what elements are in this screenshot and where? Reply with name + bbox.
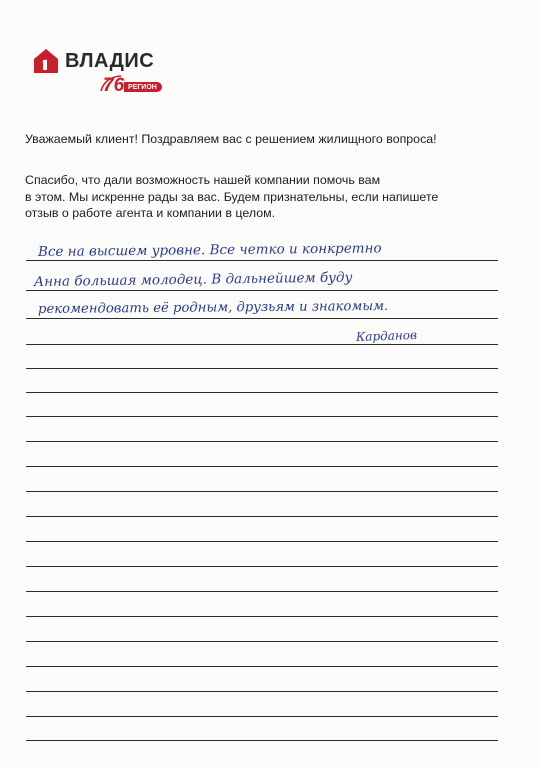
handwritten-line: Анна большая молодец. В дальнейшем буду bbox=[33, 269, 353, 290]
logo-region-label: РЕГИОН bbox=[124, 82, 162, 92]
ruled-line bbox=[26, 666, 498, 667]
ruled-line bbox=[26, 616, 498, 617]
ruled-line bbox=[26, 466, 498, 467]
ruled-line bbox=[26, 740, 498, 741]
ruled-line bbox=[26, 318, 498, 319]
ruled-line bbox=[26, 541, 498, 542]
ruled-line bbox=[26, 641, 498, 642]
ruled-line bbox=[26, 392, 498, 393]
ruled-line bbox=[26, 416, 498, 417]
logo-region-number: 76 bbox=[103, 75, 125, 96]
ruled-line bbox=[26, 290, 498, 291]
handwritten-line: Все на высшем уровне. Все четко и конкретно bbox=[37, 240, 382, 260]
ruled-line bbox=[26, 591, 498, 592]
intro-line: Спасибо, что дали возможность нашей компании помочь вам bbox=[25, 173, 381, 187]
intro-line: отзыв о работе агента и компании в целом. bbox=[25, 206, 276, 220]
logo-brand-name: ВЛАДИС bbox=[65, 50, 155, 72]
ruled-line bbox=[26, 368, 498, 369]
ruled-line bbox=[26, 516, 498, 517]
greeting-text: Уважаемый клиент! Поздравляем вас с решением жилищного вопроса! bbox=[25, 132, 437, 146]
ruled-line bbox=[26, 441, 498, 442]
intro-line: в этом. Мы искренне рады за вас. Будем признательны, если напишете bbox=[25, 189, 439, 204]
handwritten-line: рекомендовать её родным, друзьям и знакомым. bbox=[37, 298, 389, 317]
signature: Карданов bbox=[355, 327, 418, 344]
company-logo bbox=[33, 46, 183, 98]
ruled-line bbox=[26, 691, 498, 692]
house-icon bbox=[33, 48, 59, 74]
intro-paragraph bbox=[25, 172, 520, 222]
ruled-line bbox=[26, 566, 498, 567]
ruled-line bbox=[26, 716, 498, 717]
ruled-line bbox=[26, 260, 498, 261]
ruled-line bbox=[26, 491, 498, 492]
ruled-line bbox=[26, 344, 498, 345]
